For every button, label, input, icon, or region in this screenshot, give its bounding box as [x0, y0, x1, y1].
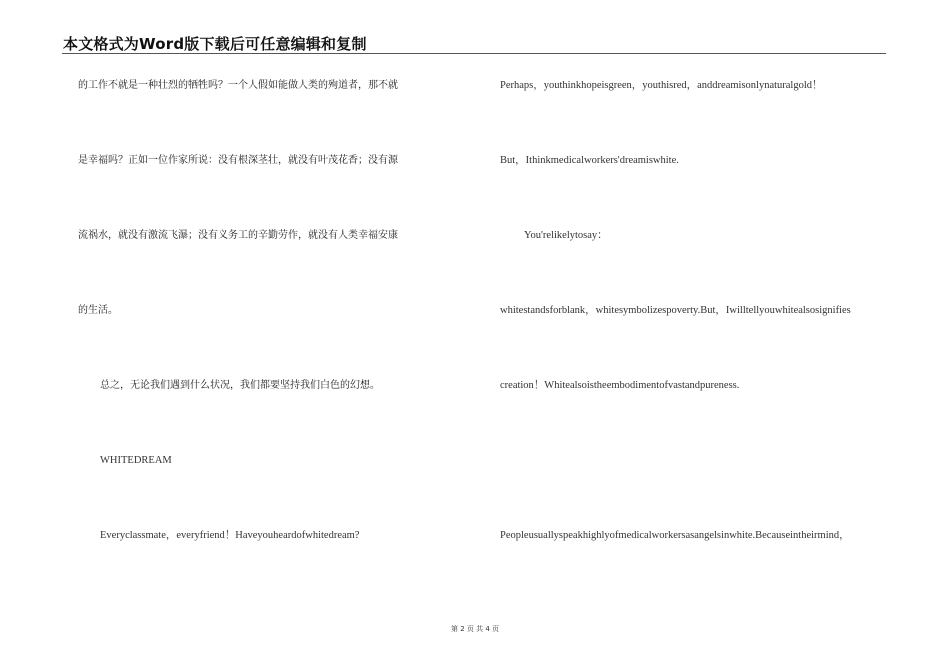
right-paragraph-line-4: whitestandsforblank，whitesymbolizespoverty.But，Iwilltellyouwhitealsosignifies [500, 305, 851, 316]
document-header-title: 本文格式为Word版下载后可任意编辑和复制 [63, 35, 367, 53]
page-number-footer: 第 2 页 共 4 页 [450, 625, 500, 633]
left-english-line: Everyclassmate，everyfriend！Haveyouheardofwhitedream? [100, 530, 360, 541]
left-conclusion-line: 总之，无论我们遇到什么状况，我们都要坚持我们白色的幻想。 [100, 380, 380, 391]
section-heading-whitedream: WHITEDREAM [100, 455, 172, 466]
left-paragraph-line-3: 流祸水，就没有激流飞瀑；没有义务工的辛勤劳作，就没有人类幸福安康 [78, 230, 398, 241]
right-paragraph-line-1: Perhaps，youthinkhopeisgreen，youthisred，anddreamisonlynaturalgold！ [500, 80, 823, 91]
left-paragraph-line-2: 是幸福吗？正如一位作家所说：没有根深茎壮，就没有叶茂花香；没有源 [78, 155, 398, 166]
header-divider [62, 53, 886, 54]
right-paragraph-line-3: You'relikelytosay： [524, 230, 608, 241]
right-paragraph-line-5: creation！Whitealsoistheembodimentofvastandpureness. [500, 380, 740, 391]
right-paragraph-line-2: But，Ithinkmedicalworkers'dreamiswhite. [500, 155, 679, 166]
left-paragraph-line-1: 的工作不就是一种壮烈的牺牲吗？一个人假如能做人类的殉道者，那不就 [78, 80, 398, 91]
right-paragraph-line-6: Peopleusuallyspeakhighlyofmedicalworkersasangelsinwhite.Becauseintheirmind， [500, 530, 850, 541]
left-paragraph-line-4: 的生活。 [78, 305, 118, 316]
